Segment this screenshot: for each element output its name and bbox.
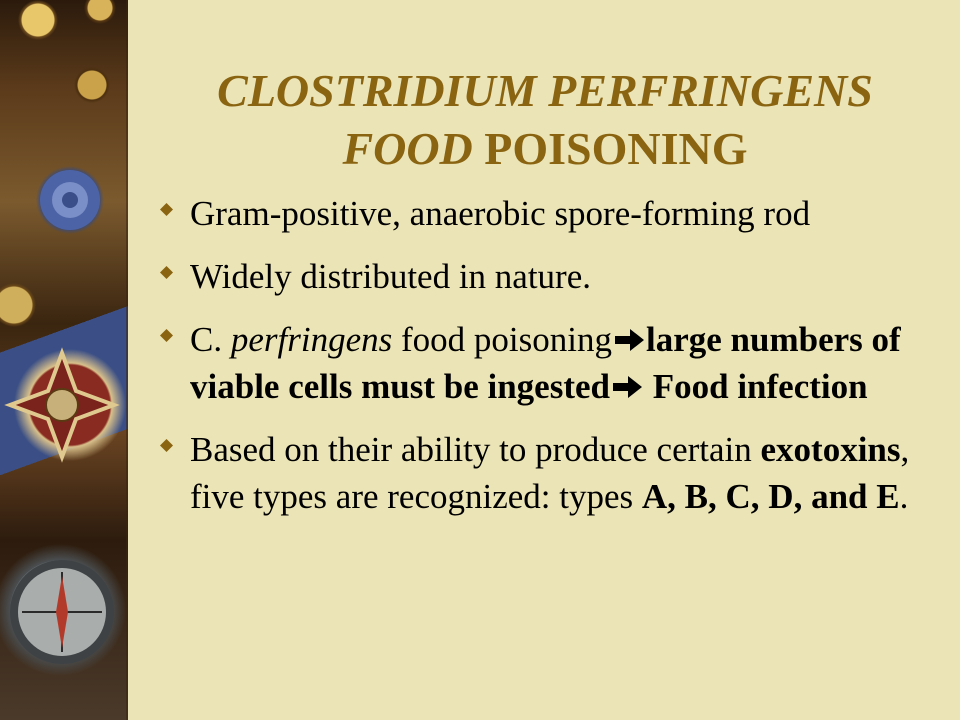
bullet-text: Gram-positive, anaerobic spore-forming rod <box>190 194 811 233</box>
bullet-text: Widely distributed in nature. <box>190 257 591 296</box>
right-arrow-icon <box>611 374 643 400</box>
diamond-bullet-icon <box>160 266 173 279</box>
list-item <box>160 426 930 520</box>
bullet-prefix: C. <box>190 320 231 359</box>
diamond-bullet-icon <box>160 439 173 452</box>
title-line1: CLOSTRIDIUM PERFRINGENS <box>217 65 873 116</box>
diamond-bullet-icon <box>160 203 173 216</box>
diamond-bullet-icon <box>160 329 173 342</box>
list-item <box>160 190 930 237</box>
bullet-italic: perfringens <box>230 320 393 359</box>
bullet-mid: , five types are recognized: types <box>190 430 910 516</box>
right-arrow-icon <box>613 327 645 353</box>
title-line2-italic: FOOD <box>342 123 473 174</box>
sidebar-divider <box>126 0 128 720</box>
bullet-list <box>160 190 930 536</box>
bullet-bold-2: Food infection <box>643 367 868 406</box>
decorative-medal-image <box>0 0 128 720</box>
slide-title <box>145 62 945 178</box>
list-item <box>160 316 930 410</box>
bullet-bold-2: A, B, C, D, and E <box>641 477 900 516</box>
bullet-mid: food poisoning <box>392 320 612 359</box>
bullet-prefix: Based on their ability to produce certain <box>190 430 761 469</box>
medal-decoration-icon <box>0 0 128 720</box>
bullet-bold-1: exotoxins <box>760 430 901 469</box>
list-item <box>160 253 930 300</box>
title-line2-rest: POISONING <box>472 123 748 174</box>
bullet-bold-1: large numbers of viable cells must be ingested <box>190 320 901 406</box>
bullet-suffix: . <box>899 477 909 516</box>
